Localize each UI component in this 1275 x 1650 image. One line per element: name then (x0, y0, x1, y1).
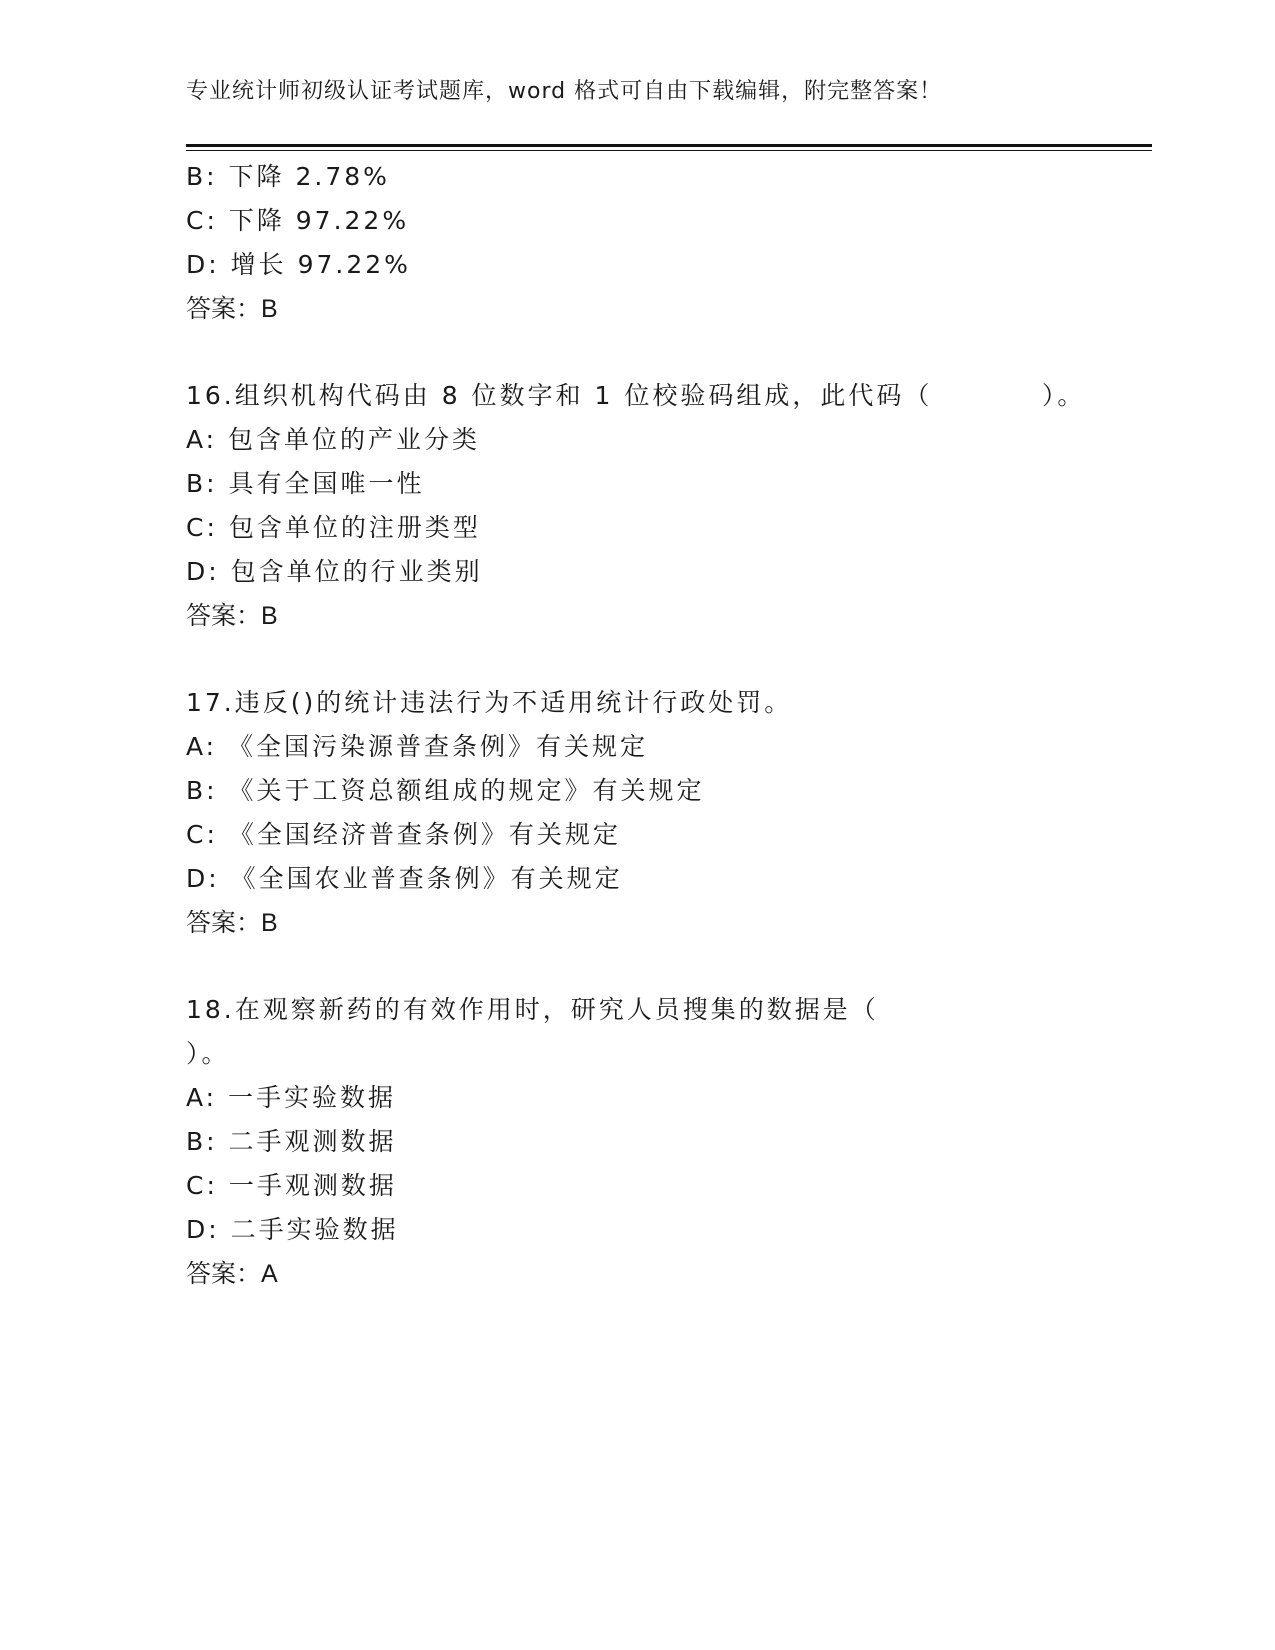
q18-stem-line2: ）。 (186, 1039, 230, 1068)
q15-answer: 答案：B (186, 295, 278, 323)
q18-option-a: A: 一手实验数据 (186, 1083, 397, 1112)
q18-answer: 答案：A (186, 1260, 278, 1288)
q17-option-d: D: 《全国农业普查条例》有关规定 (186, 864, 623, 893)
header-rule-thick (186, 144, 1152, 147)
q15-option-b: B: 下降 2.78% (186, 162, 390, 191)
q16-answer: 答案：B (186, 602, 278, 630)
q15-option-c: C: 下降 97.22% (186, 206, 410, 235)
q15-option-d: D: 增长 97.22% (186, 250, 411, 279)
q17-option-b: B: 《关于工资总额组成的规定》有关规定 (186, 776, 705, 805)
q17-stem: 17.违反()的统计违法行为不适用统计行政处罚。 (186, 688, 793, 717)
header-rule-thin (186, 150, 1152, 151)
q16-option-d: D: 包含单位的行业类别 (186, 557, 483, 586)
q16-option-b: B: 具有全国唯一性 (186, 469, 425, 498)
q17-answer: 答案：B (186, 909, 278, 937)
q16-option-a: A: 包含单位的产业分类 (186, 425, 481, 454)
q16-option-c: C: 包含单位的注册类型 (186, 513, 481, 542)
q18-stem-line1: 18.在观察新药的有效作用时，研究人员搜集的数据是（ (186, 995, 879, 1024)
q18-option-c: C: 一手观测数据 (186, 1171, 397, 1200)
q16-stem: 16.组织机构代码由 8 位数字和 1 位校验码组成，此代码（ ）。 (186, 381, 1086, 410)
q18-option-b: B: 二手观测数据 (186, 1127, 397, 1156)
q17-option-c: C: 《全国经济普查条例》有关规定 (186, 820, 621, 849)
q17-option-a: A: 《全国污染源普查条例》有关规定 (186, 732, 649, 761)
q18-option-d: D: 二手实验数据 (186, 1215, 399, 1244)
page-header: 专业统计师初级认证考试题库，word 格式可自由下载编辑，附完整答案！ (186, 79, 943, 104)
